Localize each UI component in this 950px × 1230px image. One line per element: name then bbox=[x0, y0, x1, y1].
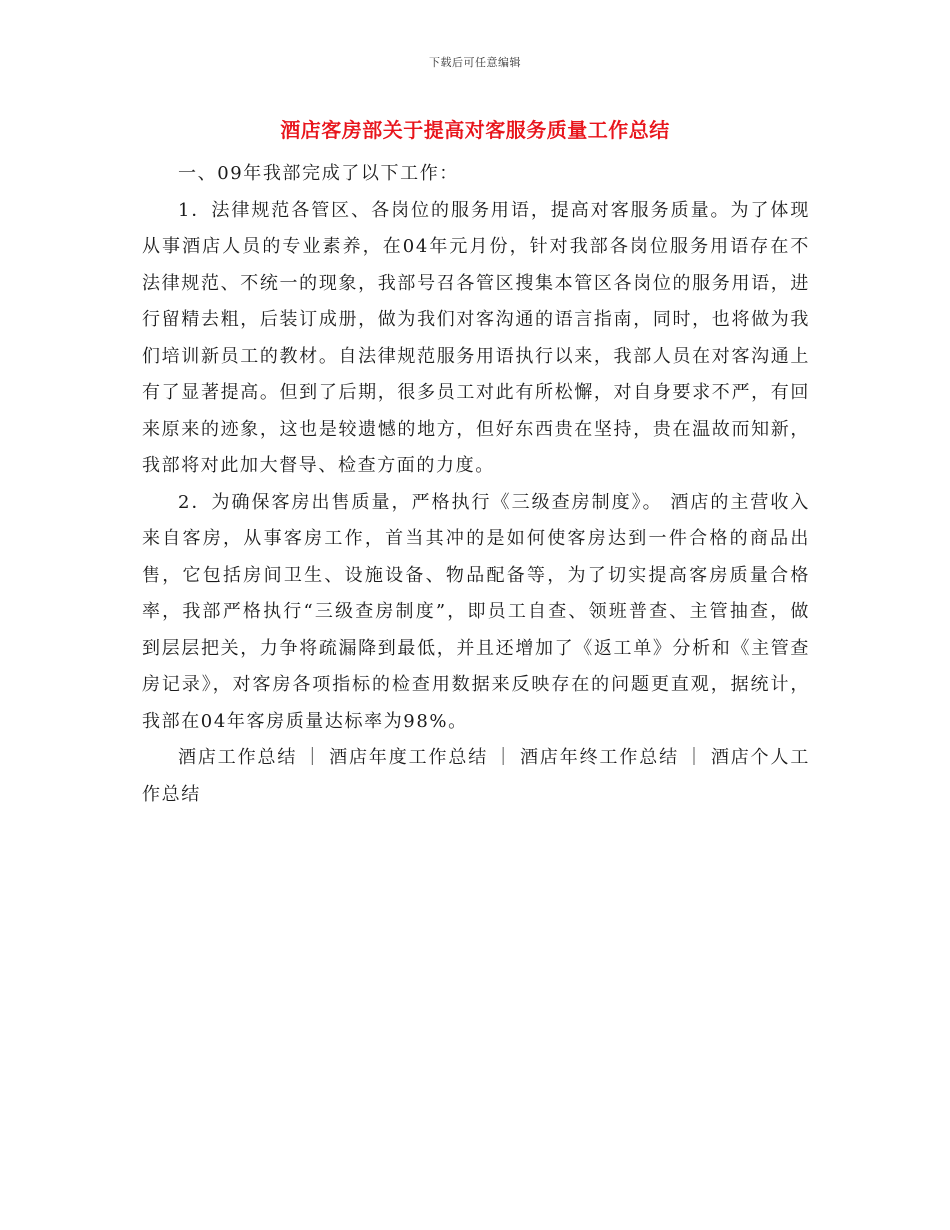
link-separator: ｜ bbox=[303, 747, 324, 768]
related-links bbox=[142, 740, 810, 813]
related-link-1[interactable]: 酒店工作总结 bbox=[178, 747, 298, 768]
paragraph-item-1: 1．法律规范各管区、各岗位的服务用语，提高对客服务质量。为了体现从事酒店人员的专业素养，在04年元月份，针对我部各岗位服务用语存在不法律规范、不统一的现象，我部号召各管区搜集本管区各岗位的服务用语，进行留精去粗，后装订成册，做为我们对客沟通的语言指南，同时，也将做为我们培训新员工的教材。自法律规范服务用语执行以来，我部人员在对客沟通上有了显著提高。但到了后期，很多员工对此有所松懈，对自身要求不严，有回来原来的迹象，这也是较遗憾的地方，但好东西贵在坚持，贵在温故而知新，我部将对此加大督导、检查方面的力度。 bbox=[142, 199, 810, 476]
link-separator: ｜ bbox=[494, 747, 514, 768]
document-title: 酒店客房部关于提高对客服务质量工作总结 bbox=[280, 118, 670, 142]
related-link-2[interactable]: 酒店年度工作总结 bbox=[329, 747, 489, 768]
paragraph-item-2: 2．为确保客房出售质量，严格执行《三级查房制度》。 酒店的主营收入来自客房，从事客房工作，首当其冲的是如何使客房达到一件合格的商品出售，它包括房间卫生、设施设备、物品配备等，为了切实提高客房质量合格率，我部严格执行“三级查房制度”，即员工自查、领班普查、主管抽查，做到层层把关，力争将疏漏降到最低，并且还增加了《返工单》分析和《主管查房记录》，对客房各项指标的检查用数据来反映存在的问题更直观，据统计，我部在04年客房质量达标率为98%。 bbox=[142, 491, 810, 732]
related-link-3[interactable]: 酒店年终工作总结 bbox=[520, 747, 679, 768]
related-link-4[interactable]: 酒店个人工作总结 bbox=[142, 747, 810, 805]
section-heading: 一、09年我部完成了以下工作： bbox=[178, 163, 459, 184]
header-note: 下载后可任意编辑 bbox=[429, 56, 521, 69]
document-body bbox=[142, 156, 810, 813]
link-separator: ｜ bbox=[685, 747, 705, 768]
